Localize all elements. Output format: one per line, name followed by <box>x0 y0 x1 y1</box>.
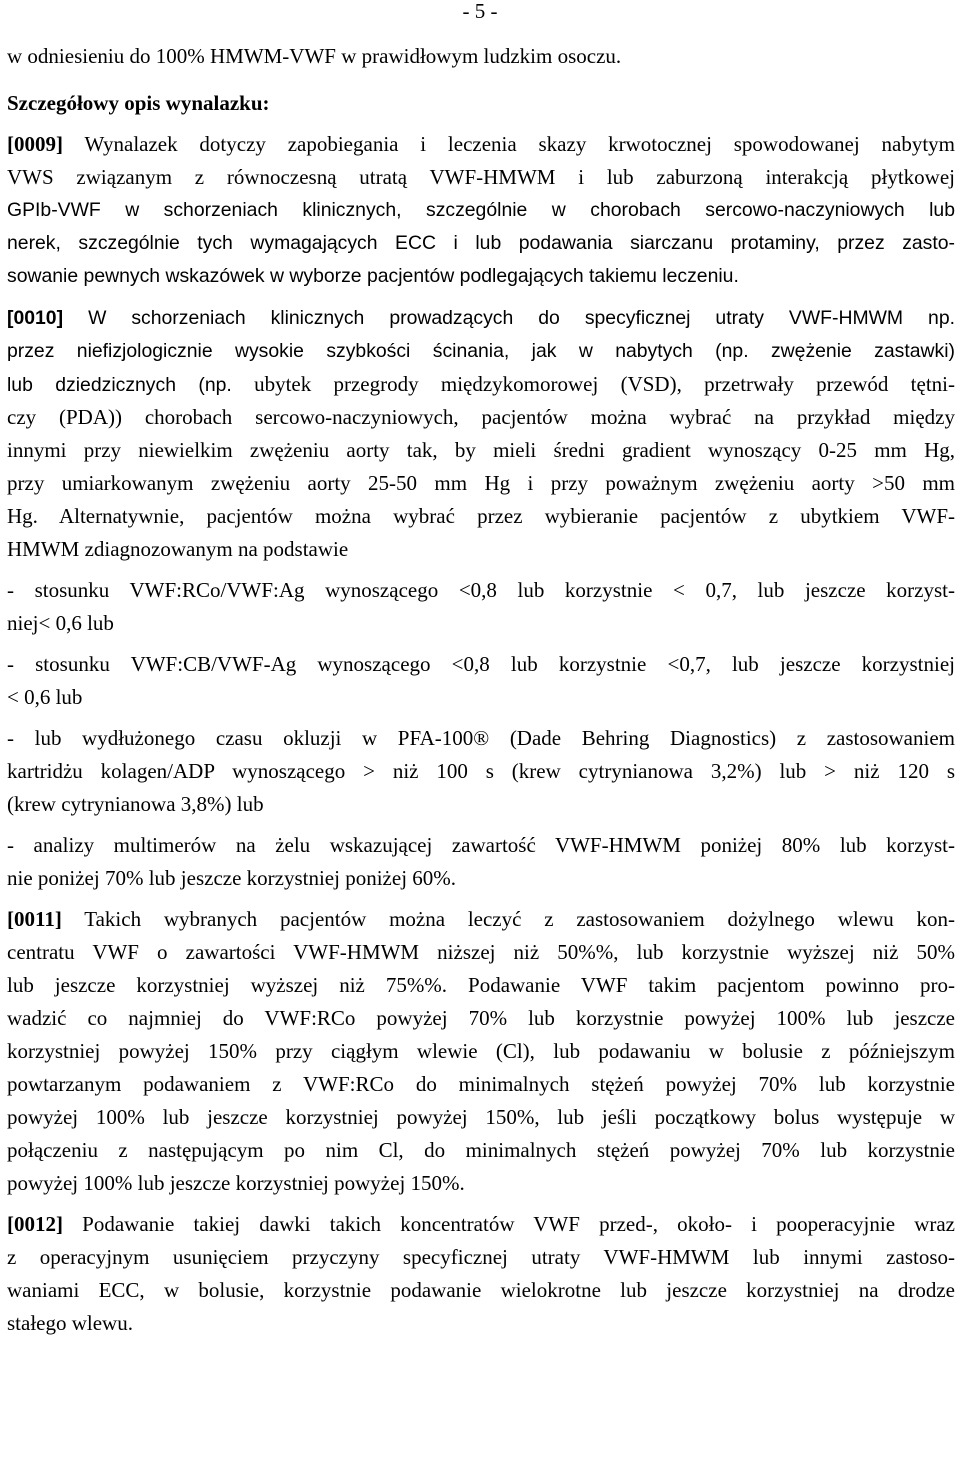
paragraph-0010 <box>7 302 955 566</box>
paragraph-tag: [0010] <box>7 307 64 329</box>
text-line: - lub wydłużonego czasu okluzji w PFA-100® (Dade Behring Diagnostics) z zastosowaniem <box>7 726 955 750</box>
criterion-ratio-rco <box>7 574 955 640</box>
paragraph-tag: [0012] <box>7 1212 63 1236</box>
text-line: - stosunku VWF:RCo/VWF:Ag wynoszącego <0,8 lub korzystnie < 0,7, lub jeszcze korzyst- <box>7 578 955 602</box>
text-line: GPIb-VWF w schorzeniach klinicznych, szczególnie w chorobach sercowo-naczyniowych lub <box>7 199 955 221</box>
text-line: połączeniu z następującym po nim Cl, do minimalnych stężeń powyżej 70% lub korzystnie <box>7 1138 955 1162</box>
text-line: nerek, szczególnie tych wymagających ECC i lub podawania siarczanu protaminy, przez zasto- <box>7 232 955 254</box>
paragraph-0011 <box>7 903 955 1200</box>
text-line: powtarzanym podawaniem z VWF:RCo do minimalnych stężeń powyżej 70% lub korzystnie <box>7 1072 955 1096</box>
text-line: stałego wlewu. <box>7 1311 133 1335</box>
text-line: z operacyjnym usunięciem przyczyny specyficznej utraty VWF-HMWM lub innymi zastoso- <box>7 1245 955 1269</box>
text-line: [0012] Podawanie takiej dawki takich koncentratów VWF przed-, około- i pooperacyjnie wraz <box>7 1212 955 1236</box>
text-line: [0009] Wynalazek dotyczy zapobiegania i leczenia skazy krwotocznej spowodowanej nabytym <box>7 132 956 156</box>
text-line: kartridżu kolagen/ADP wynoszącego > niż 100 s (krew cytrynianowa 3,2%) lub > niż 120 s <box>7 759 955 783</box>
criterion-multimer-analysis <box>7 829 955 895</box>
paragraph-tag: [0009] <box>7 132 63 156</box>
paragraph-tag: [0011] <box>7 907 62 931</box>
text-line: innymi przy niewielkim zwężeniu aorty tak, by mieli średni gradient wynoszący 0-25 mm Hg, <box>7 438 955 462</box>
text-line: HMWM zdiagnozowanym na podstawie <box>7 537 349 561</box>
text-line: (krew cytrynianowa 3,8%) lub <box>7 792 264 816</box>
text-line: lub jeszcze korzystniej wyższej niż 75%%. Podawanie VWF takim pacjentom powinno pro- <box>7 973 955 997</box>
text-line: korzystniej powyżej 150% przy ciągłym wlewie (Cl), lub podawaniu w bolusie z późniejszym <box>7 1039 955 1063</box>
text-line: przy umiarkowanym zwężeniu aorty 25-50 mm Hg i przy poważnym zwężeniu aorty >50 mm <box>7 471 955 495</box>
text-line: w odniesieniu do 100% HMWM-VWF w prawidłowym ludzkim osoczu. <box>7 44 622 68</box>
text-line: przez niefizjologicznie wysokie szybkości ścinania, jak w nabytych (np. zwężenie zastawki) <box>7 340 955 362</box>
text-line: Hg. Alternatywnie, pacjentów można wybrać przez wybieranie pacjentów z ubytkiem VWF- <box>7 504 955 528</box>
text-line: czy (PDA)) chorobach sercowo-naczyniowych, pacjentów można wybrać na przykład między <box>7 405 955 429</box>
criterion-ratio-cb <box>7 648 955 714</box>
text-line: sowanie pewnych wskazówek w wyborze pacjentów podlegających takiemu leczeniu. <box>7 265 739 287</box>
section-heading: Szczegółowy opis wynalazku: <box>7 91 270 115</box>
criterion-pfa-occlusion <box>7 722 955 821</box>
text-line: - stosunku VWF:CB/VWF-Ag wynoszącego <0,8 lub korzystnie <0,7, lub jeszcze korzystniej <box>7 652 955 676</box>
text-line: [0010] W schorzeniach klinicznych prowadzących do specyficznej utraty VWF-HMWM np. <box>7 307 956 329</box>
paragraph-0009 <box>7 128 955 293</box>
text-line: < 0,6 lub <box>7 685 83 709</box>
text-line: lub dziedzicznych (np. ubytek przegrody międzykomorowej (VSD), przetrwały przewód tętni- <box>7 372 956 396</box>
text-line: waniami ECC, w bolusie, korzystnie podawanie wielokrotne lub jeszcze korzystniej na drodze <box>7 1278 955 1302</box>
text-line: powyżej 100% lub jeszcze korzystniej powyżej 150%, lub jeśli początkowy bolus występuje w <box>7 1105 955 1129</box>
document-body <box>7 40 955 1340</box>
text-line: [0011] Takich wybranych pacjentów można leczyć z zastosowaniem dożylnego wlewu kon- <box>7 907 955 931</box>
text-line: VWS związanym z równoczesną utratą VWF-HMWM i lub zaburzoną interakcją płytkowej <box>7 165 955 189</box>
paragraph-0012 <box>7 1208 955 1340</box>
text-line: - analizy multimerów na żelu wskazującej zawartość VWF-HMWM poniżej 80% lub korzyst- <box>7 833 955 857</box>
text-line: powyżej 100% lub jeszcze korzystniej powyżej 150%. <box>7 1171 465 1195</box>
text-line: niej< 0,6 lub <box>7 611 114 635</box>
text-line: nie poniżej 70% lub jeszcze korzystniej poniżej 60%. <box>7 866 457 890</box>
text-line: wadzić co najmniej do VWF:RCo powyżej 70% lub korzystnie powyżej 100% lub jeszcze <box>7 1006 955 1030</box>
page-number: - 5 - <box>462 0 498 23</box>
intro-line <box>7 40 955 73</box>
text-line: centratu VWF o zawartości VWF-HMWM niższej niż 50%%, lub korzystnie wyższej niż 50% <box>7 940 955 964</box>
